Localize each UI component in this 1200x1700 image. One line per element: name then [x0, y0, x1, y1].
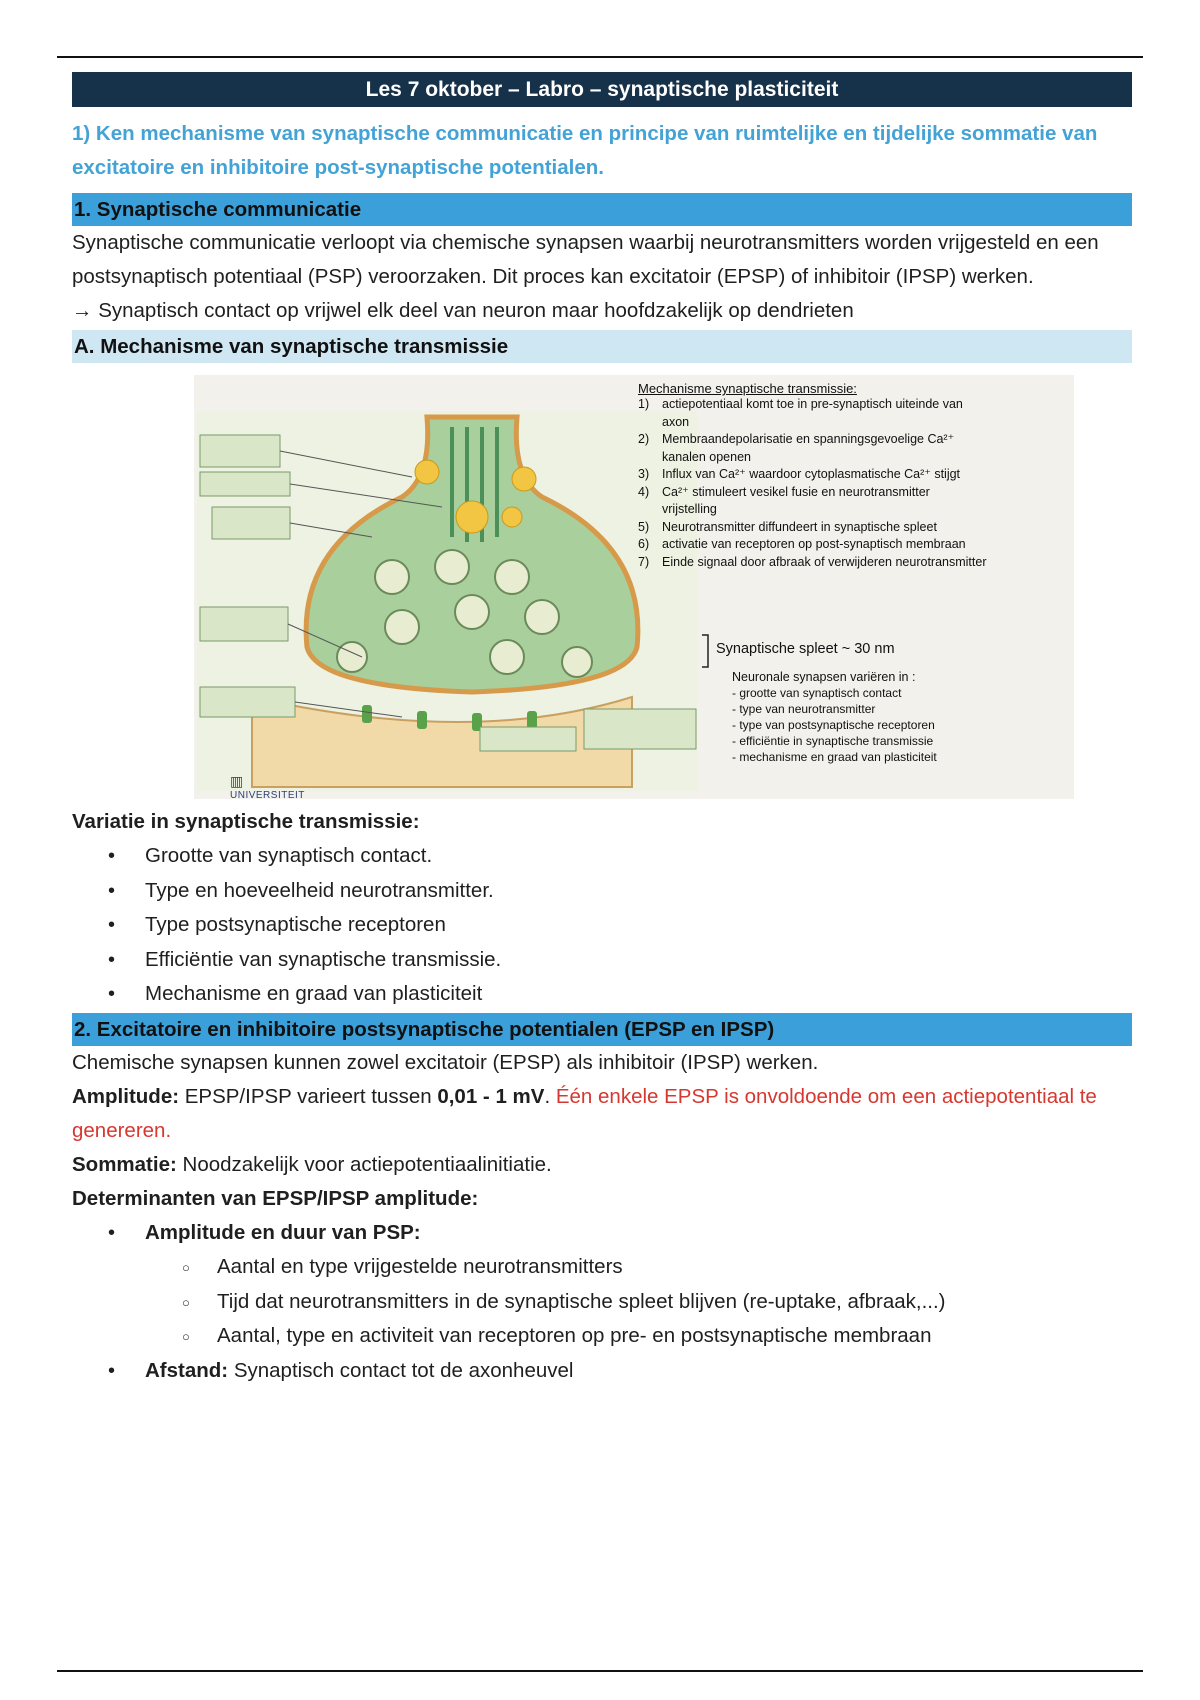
sommatie-label: Sommatie: [72, 1152, 177, 1176]
variation-annotation-item: - type van postsynaptische receptoren [732, 718, 935, 732]
amplitude-paragraph [72, 1080, 1132, 1148]
amplitude-text: EPSP/IPSP varieert tussen [179, 1084, 438, 1108]
mechanism-step: 3) Influx van Ca²⁺ waardoor cytoplasmatische Ca²⁺ stijgt [638, 467, 961, 481]
mechanism-step: 2) Membraandepolarisatie en spanningsgevoelige Ca²⁺ kanalen openen [638, 432, 955, 464]
university-logo-mark: ▥ [230, 773, 244, 789]
variation-annotation-item: - grootte van synaptisch contact [732, 686, 902, 700]
amplitude-period: . [544, 1084, 551, 1108]
sub-list-item: ○ Aantal en type vrijgestelde neurotransmitters [72, 1250, 1132, 1285]
list-item: • Type en hoeveelheid neurotransmitter. [72, 874, 1132, 909]
mechanism-step: 6) activatie van receptoren op post-synaptisch membraan [638, 537, 966, 551]
list-item: • Efficiëntie van synaptische transmissie. [72, 943, 1132, 978]
mechanism-annotation [638, 381, 988, 571]
amplitude-label: Amplitude: [72, 1084, 180, 1108]
cleft-label: Synaptische spleet ~ 30 nm [716, 641, 895, 657]
sommatie-text: Noodzakelijk voor actiepotentiaalinitiatie. [176, 1152, 552, 1176]
mechanism-step: 7) Einde signaal door afbraak of verwijderen neurotransmitter [638, 554, 987, 569]
psp-sublist [72, 1250, 1132, 1354]
variation-annotation-item: - efficiëntie in synaptische transmissie [732, 734, 934, 748]
variation-annotation-item: - mechanisme en graad van plasticiteit [732, 750, 937, 764]
variation-list [72, 839, 1132, 1012]
sub-list-item: ○ Tijd dat neurotransmitters in de synaptische spleet blijven (re-uptake, afbraak,...) [72, 1285, 1132, 1320]
distance-text: Synaptisch contact tot de axonheuvel [228, 1358, 574, 1382]
amplitude-warning: Één enkele EPSP is onvoldoende om een actiepotentiaal te genereren. [72, 1084, 1097, 1142]
university-label: UNIVERSITEIT [230, 790, 305, 801]
distance-label: Afstand: [145, 1358, 229, 1382]
mechanism-step: 1) actiepotentiaal komt toe in pre-synaptisch uiteinde van axon [638, 397, 963, 429]
list-item: • Grootte van synaptisch contact. [72, 839, 1132, 874]
list-item: • Type postsynaptische receptoren [72, 908, 1132, 943]
mechanism-annotation-title: Mechanisme synaptische transmissie: [638, 381, 857, 396]
section-2-heading: 2. Excitatoire en inhibitoire postsynaptische potentialen (EPSP en IPSP) [72, 1013, 1132, 1046]
distance-list [72, 1354, 1132, 1389]
page-content [72, 72, 1132, 1388]
section-a-heading: A. Mechanisme van synaptische transmissie [72, 330, 1132, 363]
synapse-figure [72, 367, 1132, 805]
synapse-variation-annotation [732, 669, 1032, 765]
sommatie-paragraph [72, 1148, 1132, 1182]
variation-heading: Variatie in synaptische transmissie: [72, 810, 420, 833]
section-2-intro: Chemische synapsen kunnen zowel excitatoir (EPSP) als inhibitoir (IPSP) werken. [72, 1050, 819, 1074]
variation-annotation-item: - type van neurotransmitter [732, 702, 876, 716]
bottom-rule [57, 1670, 1143, 1672]
mechanism-step: 4) Ca²⁺ stimuleert vesikel fusie en neurotransmitter vrijstelling [638, 484, 930, 516]
determinants-heading: Determinanten van EPSP/IPSP amplitude: [72, 1186, 479, 1210]
sub-list-item: ○ Aantal, type en activiteit van receptoren op pre- en postsynaptische membraan [72, 1319, 1132, 1354]
amplitude-value: 0,01 - 1 mV [437, 1084, 545, 1108]
list-item [72, 1354, 1132, 1389]
list-item [72, 1216, 1132, 1251]
page-title: Les 7 oktober – Labro – synaptische plasticiteit [72, 72, 1132, 107]
university-logo [230, 773, 305, 801]
variation-annotation-title: Neuronale synapsen variëren in : [732, 670, 916, 684]
section-1-arrow-note: → Synaptisch contact op vrijwel elk deel van neuron maar hoofdzakelijk op dendrieten [72, 299, 854, 322]
mechanism-step: 5) Neurotransmitter diffundeert in synaptische spleet [638, 519, 937, 534]
section-1-body: Synaptische communicatie verloopt via chemische synapsen waarbij neurotransmitters worden vrijgesteld en een postsynaptisch potentiaal (PSP) veroorzaken. Dit proces kan excitatoir (EPSP) of inhibitoir (IPSP) werken. [72, 231, 1099, 288]
mechanism-steps [638, 396, 988, 571]
section-1-heading: 1. Synaptische communicatie [72, 193, 1132, 226]
learning-objective: 1) Ken mechanisme van synaptische communicatie en principe van ruimtelijke en tijdelijke sommatie van excitatoire en inhibitoire post-synaptische potentialen. [72, 122, 1098, 179]
variation-annotation-list [732, 685, 1032, 765]
list-item: • Mechanisme en graad van plasticiteit [72, 977, 1132, 1012]
cleft-bracket [702, 635, 708, 667]
determinants-list [72, 1216, 1132, 1251]
top-rule [57, 56, 1143, 58]
psp-label: Amplitude en duur van PSP: [145, 1220, 421, 1244]
